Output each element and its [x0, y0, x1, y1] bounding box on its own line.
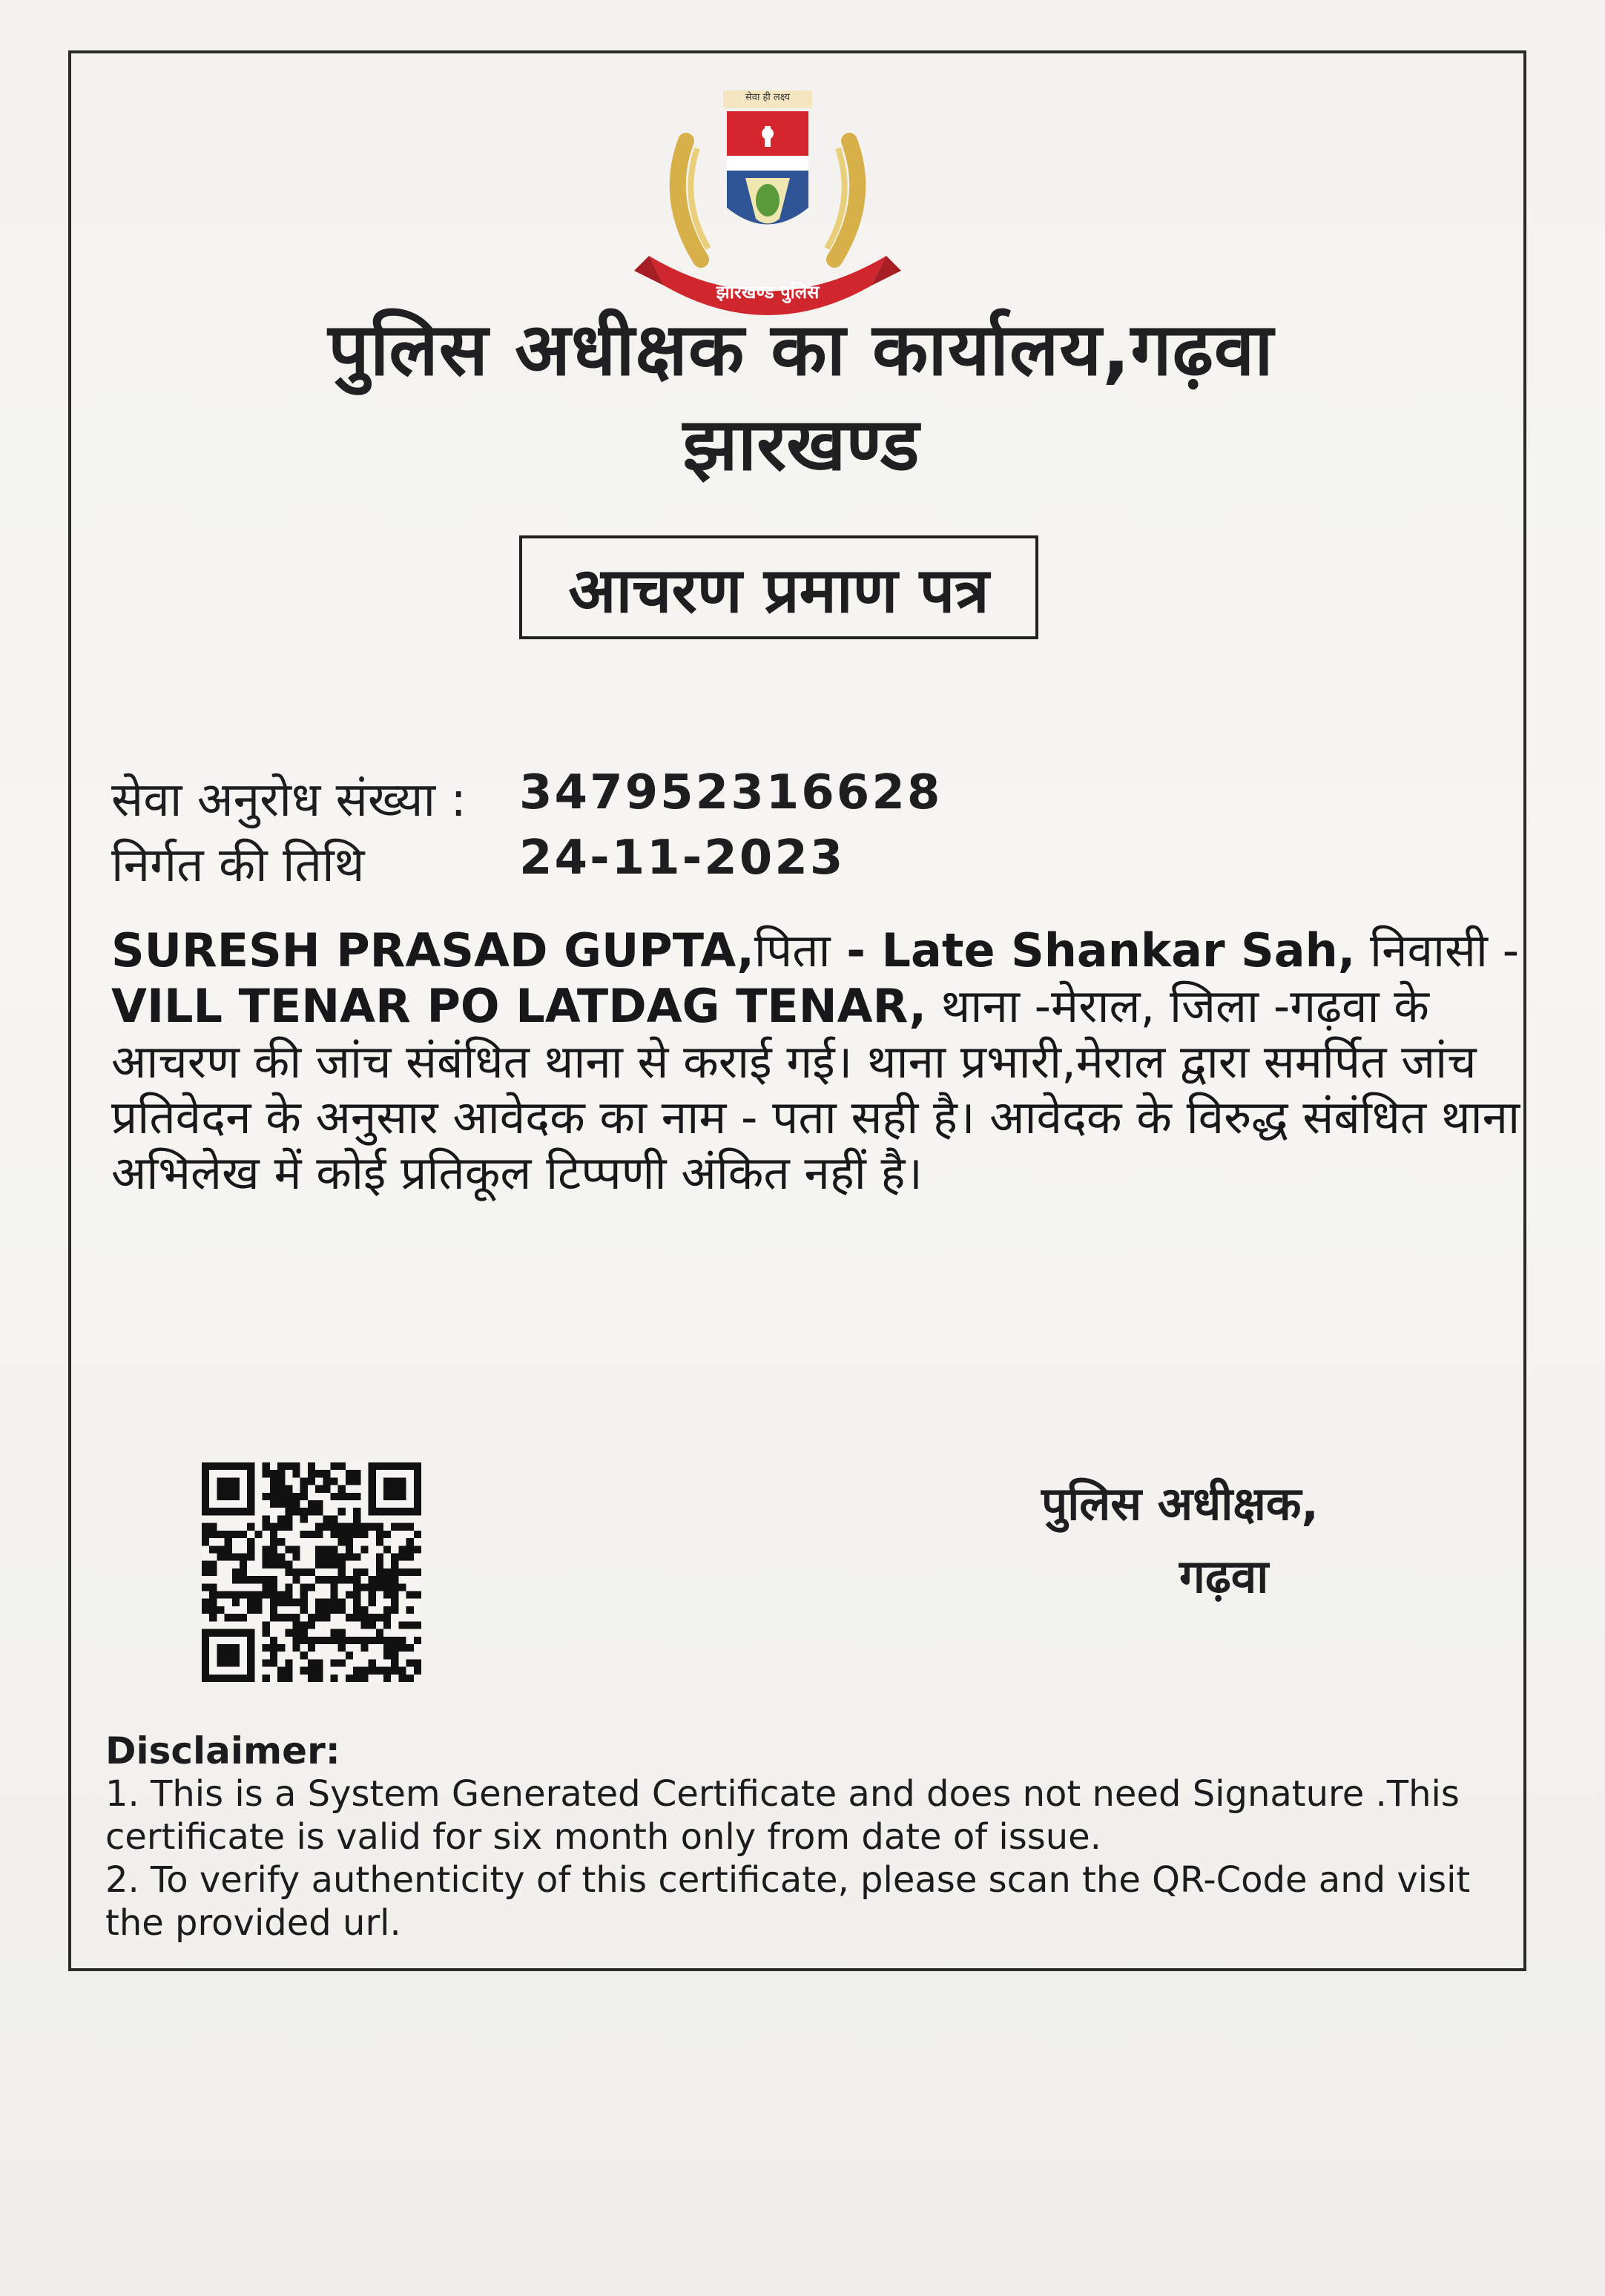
- certificate-body: [111, 923, 1520, 1201]
- disclaimer: [105, 1729, 1485, 1944]
- signatory-title: पुलिस अधीक्षक,: [1041, 1477, 1319, 1531]
- signatory-district: गढ़वा: [1179, 1549, 1269, 1603]
- disclaimer-point-1: 1. This is a System Generated Certificate and does not need Signature .This certificate is valid for six month only from date of issue.: [105, 1773, 1460, 1858]
- verification-qr-code[interactable]: [202, 1462, 421, 1682]
- issue-date-row: [111, 831, 846, 895]
- disclaimer-point-2: 2. To verify authenticity of this certificate, please scan the QR-Code and visit the provided url.: [105, 1859, 1471, 1944]
- service-request-label: सेवा अनुरोध संख्या :: [111, 773, 467, 828]
- certificate-title: आचरण प्रमाण पत्र: [568, 553, 989, 627]
- certificate-statement: थाना -मेराल, जिला -गढ़वा के आचरण की जांच संबंधित थाना से कराई गई। थाना प्रभारी,मेराल द्वारा समर्पित जांच प्रतिवेदन के अनुसार आवेदक का नाम - पता सही है। आवेदक के विरुद्ध संबंधित थाना अभिलेख में कोई प्रतिकूल टिप्पणी अंकित नहीं है।: [111, 979, 1520, 1200]
- emblem-ribbon-text: झारखण्ड पुलिस: [716, 282, 820, 303]
- disclaimer-heading: Disclaimer:: [105, 1729, 340, 1772]
- issue-date-value: 24-11-2023: [519, 831, 846, 885]
- service-request-row: [111, 765, 943, 830]
- applicant-address: VILL TENAR PO LATDAG TENAR,: [111, 979, 927, 1033]
- father-label: पिता: [754, 923, 831, 977]
- jharkhand-police-emblem: [634, 82, 901, 326]
- office-title: पुलिस अधीक्षक का कार्यालय,गढ़वा: [328, 308, 1274, 392]
- issue-date-label: निर्गत की तिथि: [111, 838, 365, 893]
- emblem-motto: सेवा ही लक्ष्य: [745, 92, 791, 103]
- resident-label: निवासी -: [1355, 923, 1520, 977]
- father-name: - Late Shankar Sah,: [830, 923, 1356, 977]
- applicant-name: SURESH PRASAD GUPTA,: [111, 923, 754, 977]
- certificate-title-box: [519, 535, 1038, 639]
- service-request-value: 347952316628: [519, 765, 943, 820]
- state-title: झारखण्ड: [682, 403, 920, 487]
